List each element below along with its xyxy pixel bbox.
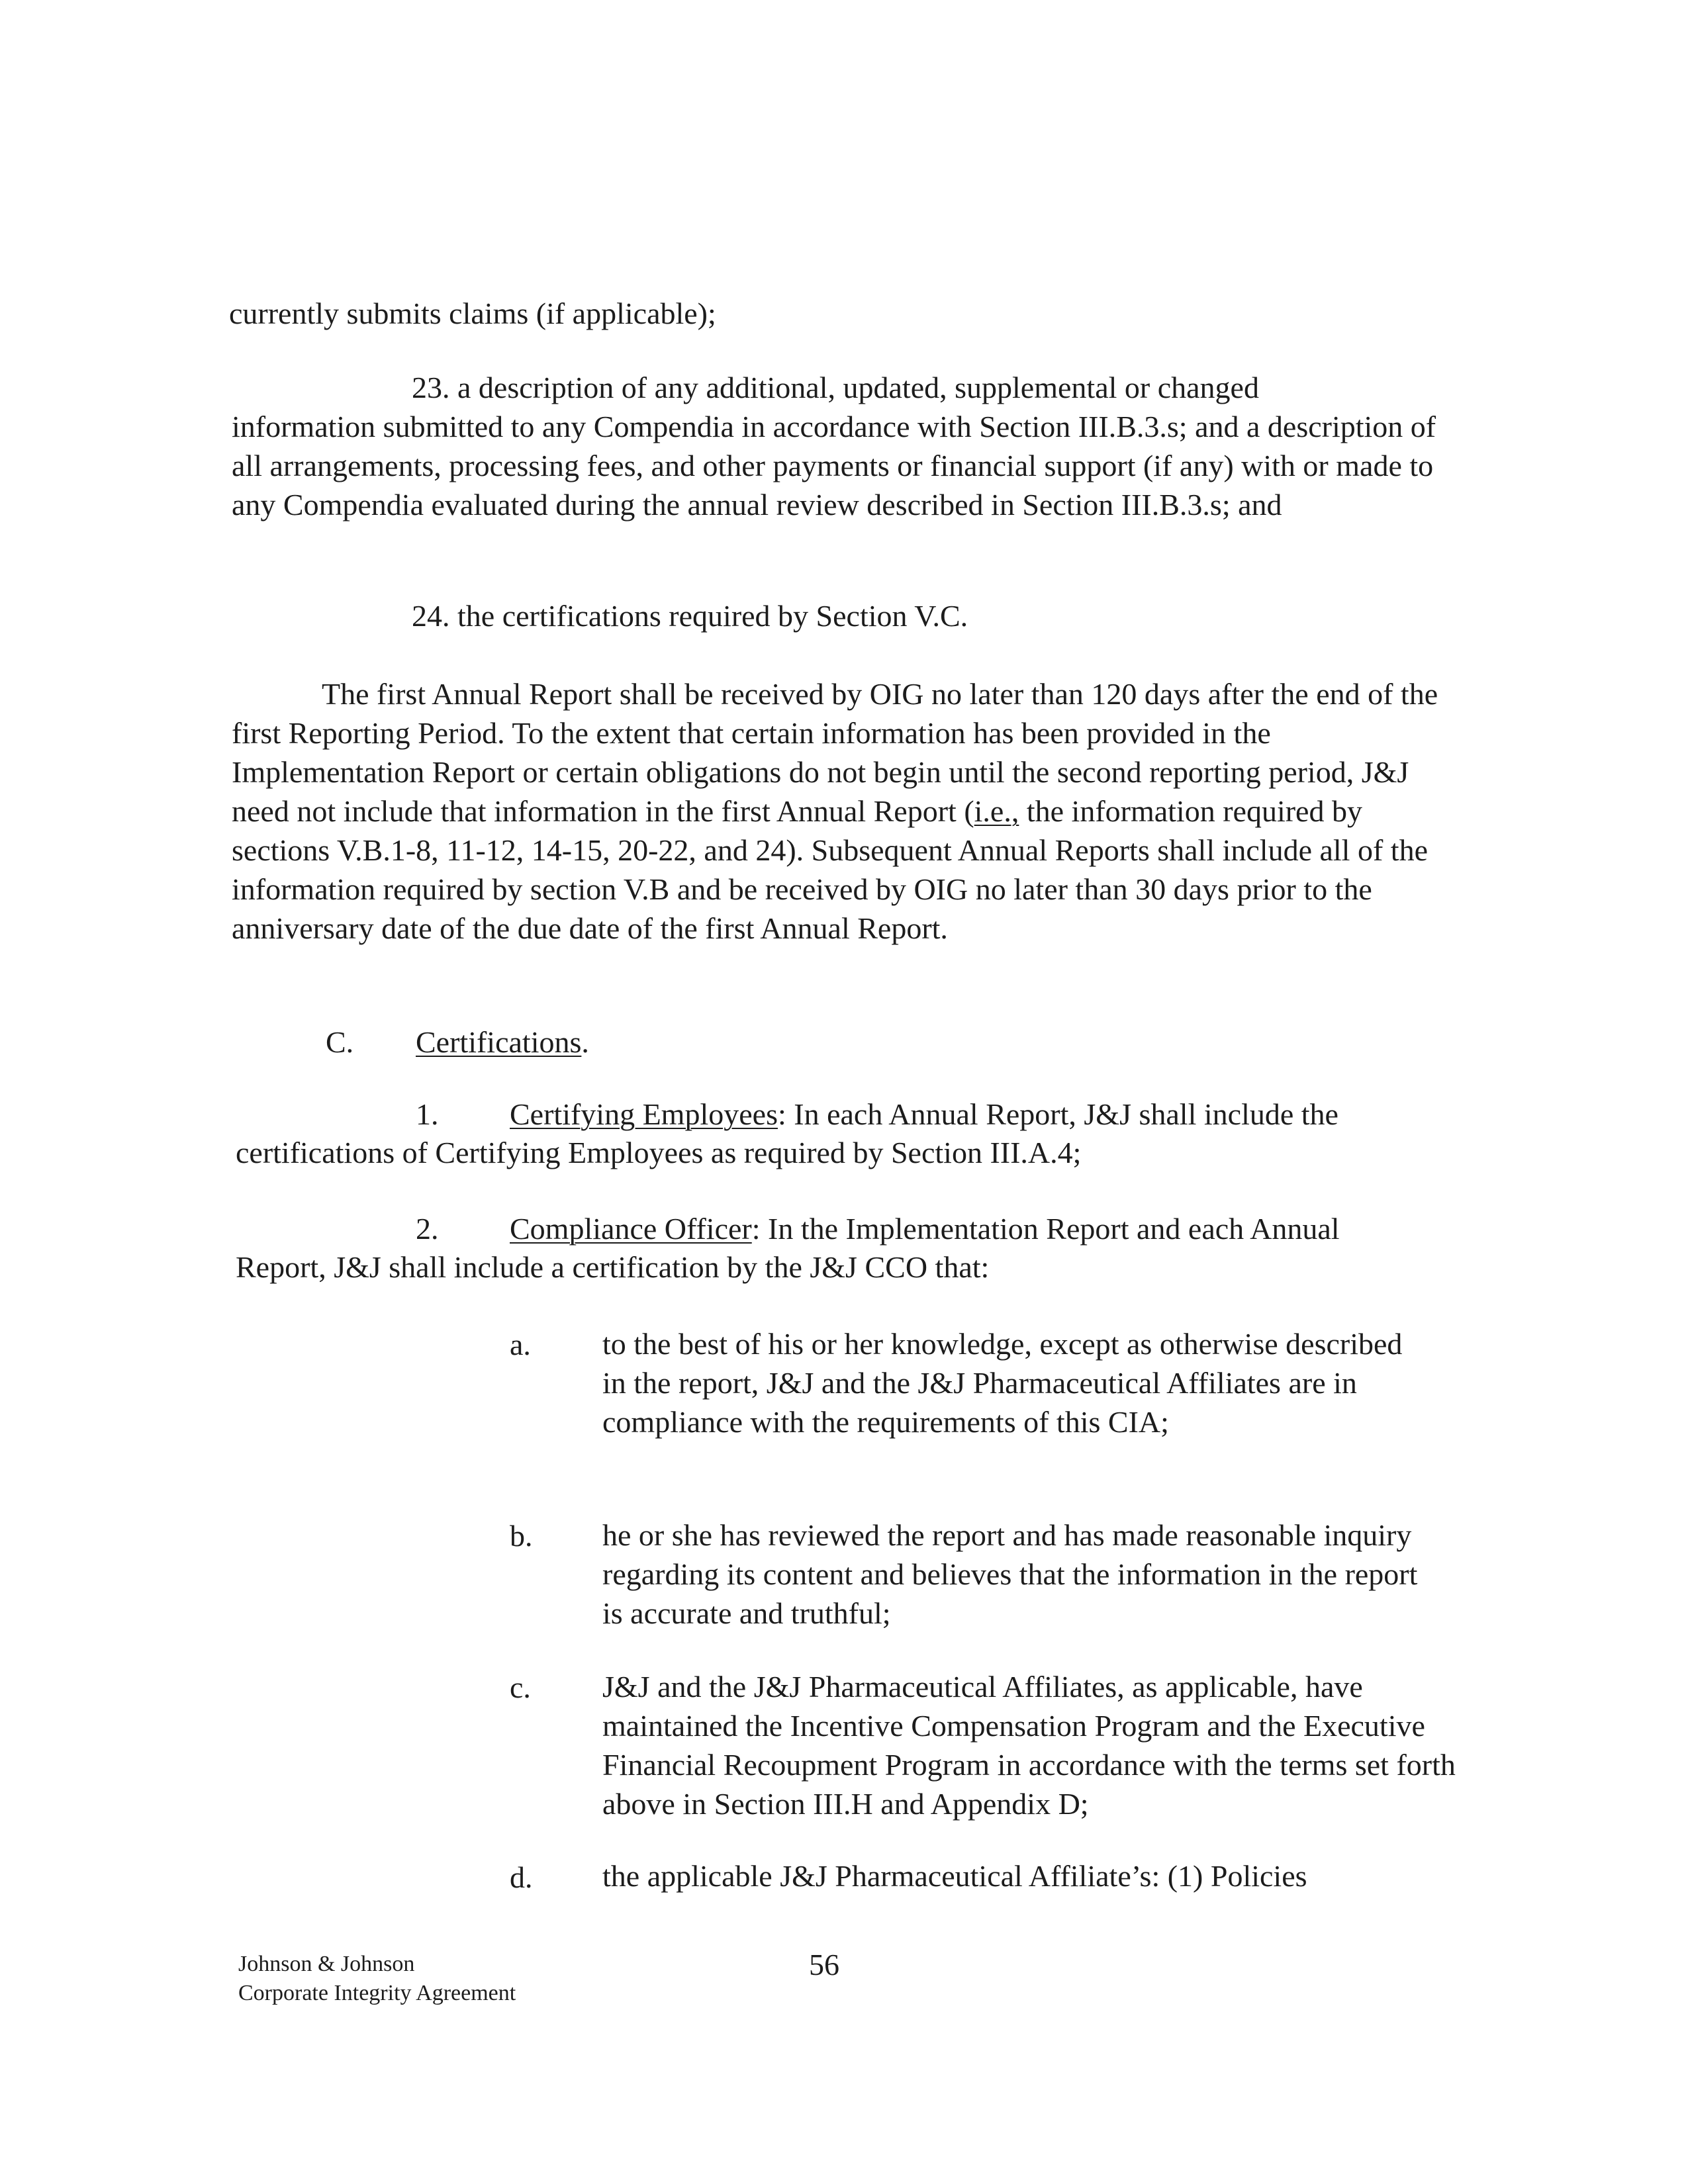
item-2-number: 2. — [416, 1212, 439, 1246]
item-23-text: information submitted to any Compendia in accordance with Section III.B.3.s; and a description of all arrangements, processing fees, and other payments or financial support (if any) with or made to any Compendia evaluated during the annual review described in Section III.B.3.s; and — [232, 410, 1436, 522]
item-23-first-line: 23. a description of any additional, updated, supplemental or changed — [412, 371, 1259, 404]
sub-item-d-label: d. — [510, 1860, 533, 1894]
sub-item-d-text: the applicable J&J Pharmaceutical Affiliate’s: (1) Policies — [602, 1859, 1307, 1893]
sub-item-b-label: b. — [510, 1519, 533, 1553]
section-c-heading — [416, 1023, 589, 1062]
page-number: 56 — [809, 1948, 839, 1981]
sub-item-a-text: to the best of his or her knowledge, except as otherwise described in the report, J&J and the J&J Pharmaceutical Affiliates are in compliance with the requirements of this CIA; — [602, 1327, 1403, 1439]
section-c-title: Certifications — [416, 1025, 582, 1059]
annual-report-text-part1: The first Annual Report shall be received by OIG no later than 120 days after the end of the first Reporting Period. To the extent that certain information has been provided in the Implementation Report or certain obligations do not begin until the second reporting period, J&J need not include that information in the first Annual Report ( — [232, 677, 1438, 828]
annual-report-paragraph — [232, 674, 1443, 948]
sub-item-c-label: c. — [510, 1670, 531, 1704]
footer-agreement: Corporate Integrity Agreement — [238, 1981, 516, 2005]
sub-item-b-text: he or she has reviewed the report and has made reasonable inquiry regarding its content and believes that the information in the report is accurate and truthful; — [602, 1518, 1418, 1630]
item-2-heading: Compliance Officer — [510, 1212, 752, 1246]
item-1-text-1: : In each Annual Report, J&J shall include the — [777, 1097, 1338, 1131]
item-1-second-line: certifications of Certifying Employees as required by Section III.A.4; — [236, 1136, 1082, 1169]
item-1-first-line — [510, 1095, 1338, 1134]
item-24: 24. the certifications required by Section V.C. — [412, 599, 968, 633]
item-1-number: 1. — [416, 1097, 439, 1131]
ie-abbreviation: i.e., — [974, 794, 1019, 828]
annual-report-text-part2: the information required by sections V.B.1-8, 11-12, 14-15, 20-22, and 24). Subsequent Annual Reports shall include all of the information required by section V.B and be received by OIG no later than 30 days prior to the anniversary date of the due date of the first Annual Report. — [232, 794, 1428, 945]
section-c-letter: C. — [326, 1025, 354, 1059]
item-2-second-line: Report, J&J shall include a certification by the J&J CCO that: — [236, 1250, 990, 1284]
item-2-text-1: : In the Implementation Report and each Annual — [751, 1212, 1340, 1246]
item-1-heading: Certifying Employees — [510, 1097, 778, 1131]
continued-line: currently submits claims (if applicable); — [229, 296, 716, 330]
section-c-period: . — [581, 1025, 589, 1059]
sub-item-a-label: a. — [510, 1328, 531, 1361]
item-2-first-line — [510, 1210, 1340, 1248]
sub-item-c-text: J&J and the J&J Pharmaceutical Affiliates, as applicable, have maintained the Incentive Compensation Program and the Executive Financial Recoupment Program in accordance with the terms set forth above in Section III.H and Appendix D; — [602, 1670, 1456, 1821]
footer-company: Johnson & Johnson — [238, 1952, 415, 1976]
